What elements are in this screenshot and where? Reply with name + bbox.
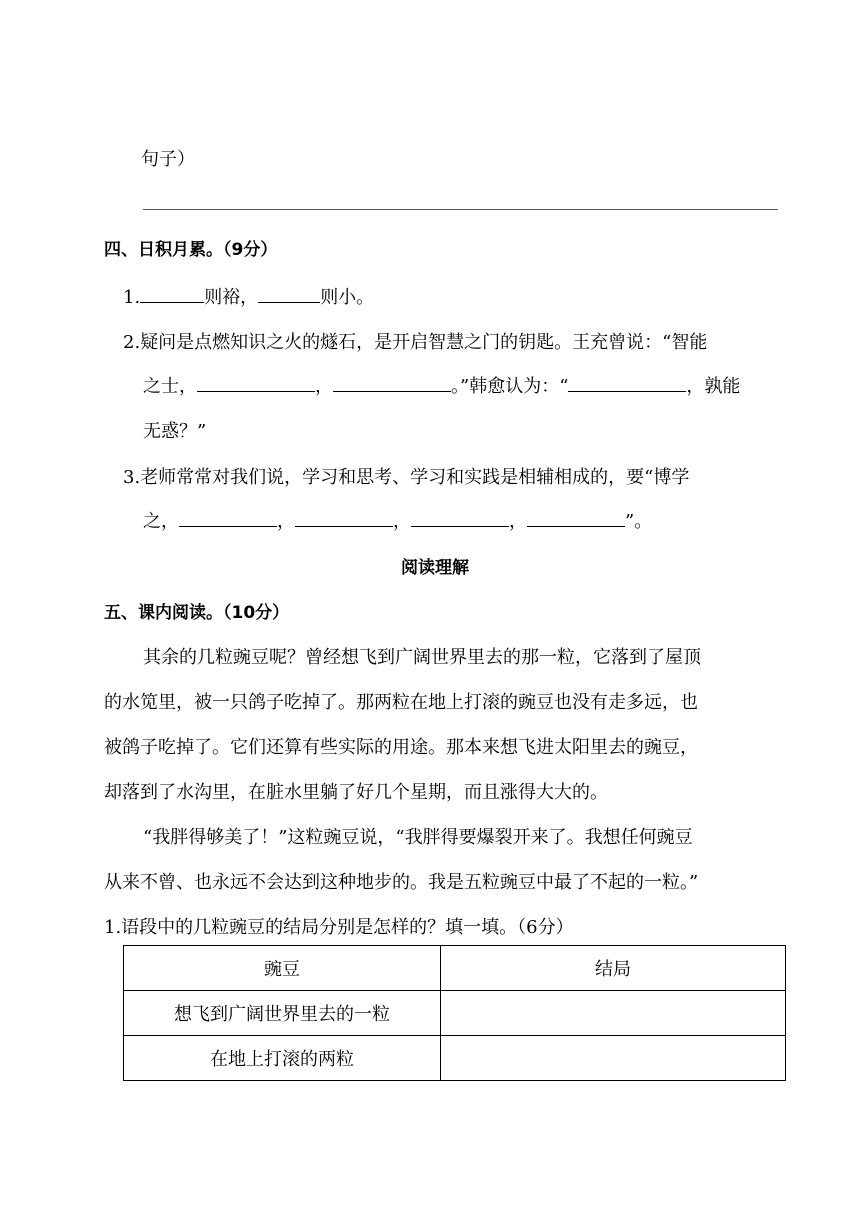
q2-text-d: ，孰能 <box>686 376 741 397</box>
q2-blank-1[interactable] <box>197 375 315 392</box>
q3-blank-3[interactable] <box>411 510 509 527</box>
q2-number: 2. <box>123 332 141 353</box>
q2-text-a: 之士， <box>143 376 197 397</box>
q3-text-a: 之， <box>143 511 179 532</box>
passage-line-3: 被鸽子吃掉了。它们还算有些实际的用途。那本来想飞进太阳里去的豌豆， <box>104 737 698 758</box>
q3-line1 <box>123 463 689 489</box>
q1-blank-1[interactable] <box>140 286 204 303</box>
q3-text-c: ， <box>393 511 411 532</box>
q3-text-e: ”。 <box>625 511 653 532</box>
q2-line1 <box>123 328 707 354</box>
q2-text-c: 。”韩愈认为：“ <box>451 376 569 397</box>
passage-line-6: 从来不曾、也永远不会达到这种地步的。我是五粒豌豆中最了不起的一粒。” <box>104 872 699 893</box>
passage-line-4: 却落到了水沟里，在脏水里躺了好几个星期，而且涨得大大的。 <box>104 782 608 803</box>
table-header-outcome: 结局 <box>441 946 786 991</box>
table-cell-outcome-blank[interactable] <box>441 1036 786 1081</box>
question-1: 1.语段中的几粒豌豆的结局分别是怎样的？填一填。（6分） <box>104 917 574 938</box>
q2-blank-2[interactable] <box>333 375 451 392</box>
passage-line-2: 的水笕里，被一只鸽子吃掉了。那两粒在地上打滚的豌豆也没有走多远，也 <box>104 692 698 713</box>
answer-table <box>123 945 786 1081</box>
answer-line <box>143 209 778 210</box>
table-row <box>124 1036 786 1081</box>
q1-text-1: 则裕， <box>204 287 259 308</box>
section5-title: 五、课内阅读。（10分） <box>104 603 290 623</box>
q3-text-d: ， <box>509 511 527 532</box>
table-header-row <box>124 946 786 991</box>
q3-blank-2[interactable] <box>295 510 393 527</box>
table-cell-outcome-blank[interactable] <box>441 991 786 1036</box>
table-header-pea: 豌豆 <box>124 946 441 991</box>
q3-blank-4[interactable] <box>527 510 625 527</box>
table-cell-pea: 想飞到广阔世界里去的一粒 <box>124 991 441 1036</box>
q3-line2 <box>143 507 652 533</box>
q3-text-b: ， <box>277 511 295 532</box>
q2-line2 <box>143 372 740 398</box>
passage-line-1: 其余的几粒豌豆呢？曾经想飞到广阔世界里去的那一粒，它落到了屋顶 <box>143 647 701 668</box>
q2-blank-3[interactable] <box>568 375 686 392</box>
passage-line-5: “我胖得够美了！”这粒豌豆说，“我胖得要爆裂开来了。我想任何豌豆 <box>143 827 693 848</box>
continued-fragment: 句子） <box>141 149 195 170</box>
q1-line <box>123 283 374 309</box>
q2-line3: 无惑？” <box>143 421 207 442</box>
reading-heading: 阅读理解 <box>401 558 469 578</box>
table-row <box>124 991 786 1036</box>
section4-title: 四、日积月累。（9分） <box>104 240 278 260</box>
q3-blank-1[interactable] <box>179 510 277 527</box>
q3-text-1: 老师常常对我们说，学习和思考、学习和实践是相辅相成的，要“博学 <box>140 467 690 488</box>
q2-text-b: ， <box>315 376 333 397</box>
q2-text-1: 疑问是点燃知识之火的燧石，是开启智慧之门的钥匙。王充曾说：“智能 <box>140 332 708 353</box>
table-cell-pea: 在地上打滚的两粒 <box>124 1036 441 1081</box>
q3-number: 3. <box>123 467 141 488</box>
q1-blank-2[interactable] <box>258 286 320 303</box>
q1-number: 1. <box>123 287 141 308</box>
q1-text-2: 则小。 <box>320 287 375 308</box>
